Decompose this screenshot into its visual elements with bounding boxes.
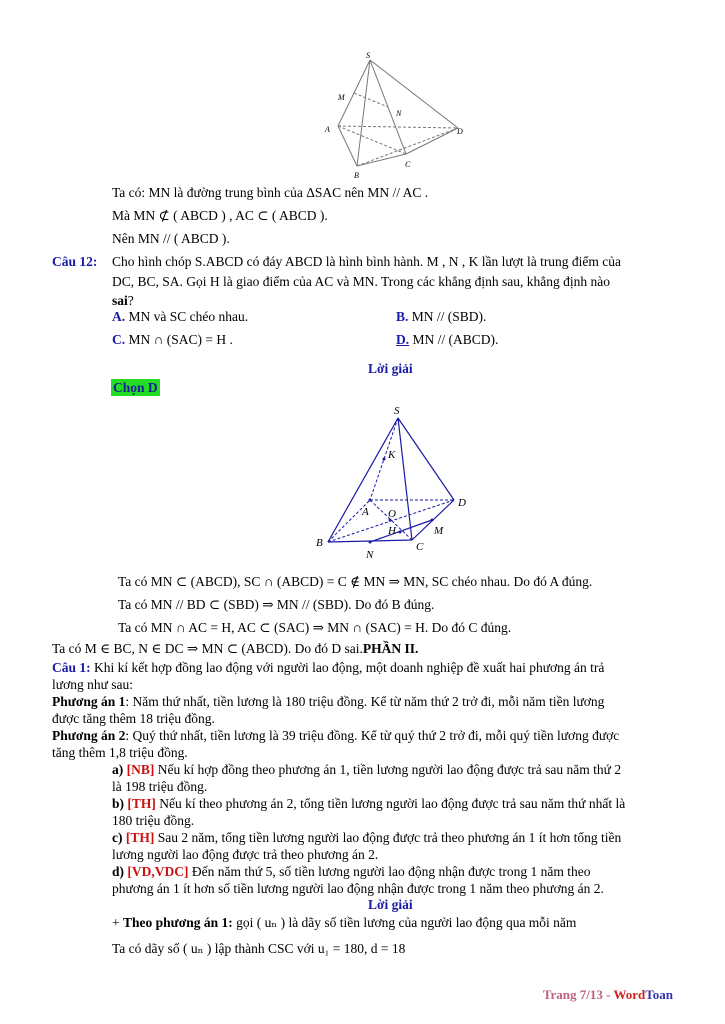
fig2-label-h: H	[388, 525, 396, 537]
q1-plan2-line1	[52, 727, 619, 744]
q1-item-b-line1	[112, 795, 625, 812]
q1-item-c-line1	[112, 829, 621, 846]
pyramid-figure-1	[320, 48, 470, 180]
part-two-heading: PHẦN II.	[362, 641, 419, 656]
q12-chosen-answer: Chọn D	[113, 380, 158, 395]
q12-option-b-text: MN // (SBD).	[411, 309, 487, 324]
q1-solution-line2: Ta có dãy số ( uₙ ) lập thành CSC với u₁ = 180, d = 18	[112, 941, 406, 956]
para-a-line1: Ta có: MN là đường trung bình của ΔSAC nên MN // AC .	[112, 185, 429, 200]
q12-text-line1: Cho hình chóp S.ABCD có đáy ABCD là hình bình hành. M , N , K lần lượt là trung điểm của	[112, 254, 622, 269]
q12-label: Câu 12:	[52, 254, 98, 269]
q1-item-c-tag: [TH]	[125, 830, 155, 845]
para-a-line3: Nên MN // ( ABCD ).	[112, 231, 230, 246]
q1-item-b-text1: Nếu kí theo phương án 2, tổng tiền lương người lao động được trả sau năm thứ nhất là	[155, 796, 626, 811]
fig2-label-c: C	[416, 541, 424, 553]
q1-item-d-line2: phương án 1 ít hơn số tiền lương người lao động nhận được trong 1 năm theo phương án 2.	[112, 881, 604, 896]
q1-item-a-line1	[112, 761, 621, 778]
fig1-label-m: M	[338, 93, 345, 102]
q12-sai-word: sai	[112, 293, 128, 308]
q12-option-d-text: MN // (ABCD).	[412, 332, 499, 347]
q1-item-d-key: d)	[112, 864, 125, 879]
footer-page-number: Trang 7/13 -	[542, 987, 614, 1002]
q1-item-b-key: b)	[112, 796, 125, 811]
footer-brand-word: Word	[613, 987, 646, 1002]
q1-item-a-key: a)	[112, 762, 124, 777]
q1-text-line1: Khi kí kết hợp đồng lao động với người lao động, một doanh nghiệp đề xuất hai phương án trả	[94, 660, 605, 675]
footer-brand-toan: Toan	[645, 987, 673, 1002]
q1-plan2-line2: tăng thêm 1,8 triệu đồng.	[52, 745, 188, 760]
q1-text-line2: lương như sau:	[52, 677, 134, 692]
q12-text-line3	[112, 292, 134, 309]
q1-item-d-tag: [VD,VDC]	[127, 864, 189, 879]
q1-solution-plus: +	[112, 915, 123, 930]
q1-plan1-text: : Năm thứ nhất, tiền lương là 180 triệu đồng. Kể từ năm thứ 2 trở đi, mỗi năm tiền lương	[125, 694, 605, 709]
q1-item-c-line2: lương người lao động được trả theo phương án 2.	[112, 847, 379, 862]
q1-item-b-tag: [TH]	[127, 796, 156, 811]
fig2-label-d: D	[458, 497, 466, 509]
fig2-label-n: N	[366, 549, 374, 561]
q12-option-d[interactable]	[396, 331, 498, 348]
fig2-label-a: A	[362, 506, 369, 518]
sol12-line2: Ta có MN // BD ⊂ (SBD) ⇒ MN // (SBD). Do đó B đúng.	[118, 597, 435, 612]
fig2-label-o: O	[388, 508, 396, 520]
q1-item-d-text1: Đến năm thứ 5, số tiền lương người lao động nhận được trong 1 năm theo	[188, 864, 591, 879]
fig1-label-s: S	[366, 51, 370, 60]
fig1-label-c: C	[405, 160, 411, 169]
fig1-label-a: A	[325, 125, 330, 134]
q12-question-mark: ?	[127, 293, 134, 308]
fig2-label-b: B	[316, 537, 323, 549]
sol12-line1: Ta có MN ⊂ (ABCD), SC ∩ (ABCD) = C ∉ MN ⇒ MN, SC chéo nhau. Do đó A đúng.	[118, 574, 593, 589]
q12-option-b-key: B.	[396, 309, 409, 324]
q1-plan2-text: : Quý thứ nhất, tiền lương là 39 triệu đồng. Kể từ quý thứ 2 trở đi, mỗi quý tiền lương được	[125, 728, 620, 743]
fig2-label-m: M	[434, 525, 444, 537]
q1-plan1-line2: được tăng thêm 18 triệu đồng.	[52, 711, 215, 726]
q12-option-c-text: MN ∩ (SAC) = H .	[128, 332, 233, 347]
q1-item-c-key: c)	[112, 830, 123, 845]
para-a-line2: Mà MN ⊄ ( ABCD ) , AC ⊂ ( ABCD ).	[112, 208, 328, 223]
q1-item-b-line2: 180 triệu đồng.	[112, 813, 195, 828]
q12-solution-title: Lời giải	[368, 361, 413, 376]
sol12-line4	[52, 640, 418, 657]
q12-text-line2: DC, BC, SA. Gọi H là giao điểm của AC và MN. Trong các khẳng định sau, khẳng định nào	[112, 274, 610, 289]
q12-option-b[interactable]	[396, 308, 486, 325]
q1-solution-plan1: Theo phương án 1:	[123, 915, 233, 930]
q1-item-a-tag: [NB]	[126, 762, 155, 777]
q12-option-c[interactable]	[112, 331, 233, 348]
q1-plan1-line1	[52, 693, 604, 710]
q12-option-a-key: A.	[112, 309, 126, 324]
q1-item-d-line1	[112, 863, 591, 880]
page-footer	[543, 986, 673, 1003]
q1-plan1-label: Phương án 1	[52, 694, 126, 709]
q12-option-a[interactable]	[112, 308, 248, 325]
q1-item-c-text1: Sau 2 năm, tổng tiền lương người lao động được trả theo phương án 1 ít hơn tổng tiền	[154, 830, 622, 845]
q1-label: Câu 1:	[52, 660, 91, 675]
q1-item-a-line2: là 198 triệu đồng.	[112, 779, 208, 794]
pyramid-figure-2	[312, 402, 482, 562]
q12-option-c-key: C.	[112, 332, 126, 347]
q12-option-a-text: MN và SC chéo nhau.	[128, 309, 249, 324]
fig1-label-b: B	[354, 171, 359, 180]
fig2-label-k: K	[388, 449, 396, 461]
q1-line1	[52, 659, 604, 676]
q1-solution-title: Lời giải	[368, 897, 413, 912]
fig1-label-d: D	[457, 127, 463, 136]
q12-option-d-key: D.	[396, 332, 410, 347]
q1-plan2-label: Phương án 2	[52, 728, 126, 743]
q1-solution-line1-text: gọi ( uₙ ) là dãy số tiền lương của người lao động qua mỗi năm	[232, 915, 577, 930]
q1-item-a-text1: Nếu kí hợp đồng theo phương án 1, tiền lương người lao động được trả sau năm thứ 2	[154, 762, 622, 777]
sol12-line3: Ta có MN ∩ AC = H, AC ⊂ (SAC) ⇒ MN ∩ (SAC) = H. Do đó C đúng.	[118, 620, 512, 635]
fig2-label-s: S	[394, 405, 400, 417]
fig1-label-n: N	[396, 109, 402, 118]
q1-solution-line1	[112, 914, 576, 931]
sol12-line4-text: Ta có M ∈ BC, N ∈ DC ⇒ MN ⊂ (ABCD). Do đó D sai.	[52, 641, 363, 656]
